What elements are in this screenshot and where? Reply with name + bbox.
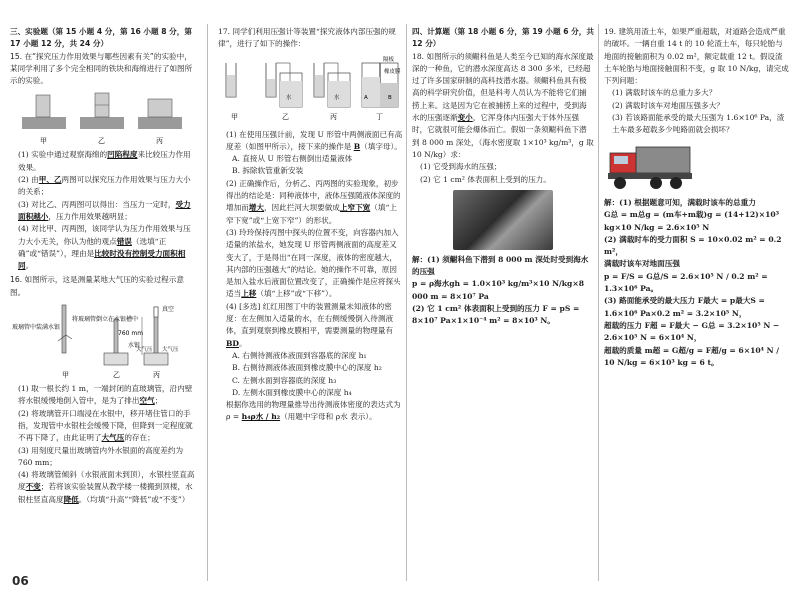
fig-label: 丙 — [330, 112, 337, 121]
section-title: 三、实验题（第 15 小题 4 分，第 16 小题 8 分，第 17 小题 12 分，共 24 分） — [10, 27, 192, 49]
q19-s2b: 满载时该车对地面压强 — [604, 259, 680, 269]
q19-s1-formula: G总 = m总g = (m车+m载)g = (14+12)×10³ kg×10 N/kg = 2.6×10⁵ N — [604, 210, 780, 232]
section-title: 四、计算题（第 18 小题 6 分，第 19 小题 6 分，共 12 分） — [412, 27, 594, 49]
dump-truck-picture — [604, 137, 694, 193]
sponge-block-diagram — [10, 89, 196, 147]
column-2 — [218, 26, 404, 424]
q17-figure — [218, 53, 404, 127]
column-divider — [207, 24, 208, 581]
q16-a2: (2) 将玻璃管开口端浸在水银中，移开堵住管口的手指，发现管中水银柱会缓慢下降，但降到一定程度就不再下降了，由此证明了大气压的存在； — [18, 408, 193, 443]
q19-q2: (2) 满载时该车对地面压强多大？ — [612, 100, 724, 110]
fig-label: 乙 — [113, 371, 120, 380]
fig-label: 甲 — [231, 112, 238, 121]
q19-q3: (3) 若该路面能承受的最大压强为 1.6×10⁶ Pa，渣土车最多超载多少吨路面就会损坏？ — [612, 113, 785, 135]
column-4 — [604, 26, 790, 369]
q16-a4: (4) 将玻璃管倾斜（水银液面未到顶），水银柱竖直高度不变；若将该实验装置从教学楼一楼搬到顶楼，水银柱竖直高度降低。（均填“升高”“降低”或“不变”） — [18, 470, 195, 504]
q15-a4: (4) 对比甲、丙两图，该同学认为压力作用效果与压力大小无关，你认为他的观点错误（选填“正确”或“错误”），理由是比较时没有控制受力面积相同。 — [18, 224, 191, 271]
q19-s3b: 超载的压力 F超 = F最大 − G总 = 3.2×10⁵ N − 2.6×10⁵ N = 6×10⁴ N， — [604, 320, 780, 343]
fig-label: 乙 — [98, 137, 105, 146]
fig-label: 丁 — [376, 112, 383, 121]
q16-stem: 16. 如图所示，这是测量某地大气压的实验过程示意图。 — [10, 275, 184, 297]
q17-a4-optC: C. 左侧水面到容器底的深度 h₃ — [232, 375, 337, 385]
fig-label: 760 mm — [118, 330, 144, 338]
fig-label: 橡皮膜 — [384, 68, 401, 75]
q16-figure — [10, 301, 196, 381]
fig-label: 甲 — [62, 371, 69, 380]
q17-a4-optD: D. 左侧水面到橡皮膜中心的深度 h₄ — [232, 387, 352, 397]
fig-label: 隔板 — [383, 56, 395, 63]
q19-s2-formula: p = F/S = G总/S = 2.6×10⁵ N / 0.2 m² = 1.3×10⁶ Pa。 — [604, 271, 768, 294]
fig-label: 将玻璃管倒立在水银槽中 — [72, 316, 139, 324]
q18-s2: (2) 它 1 cm² 体表面积上受到的压力 F = pS = 8×10⁷ Pa×1×10⁻⁴ m² = 8×10³ N。 — [412, 304, 580, 326]
q17-a4-optA: A. 右侧待测液体液面到容器底的深度 h₁ — [232, 350, 367, 360]
q15-a2: (2) 由甲、乙两图可以探究压力作用效果与压力大小的关系； — [18, 175, 191, 197]
pressure-gauge-diagram — [218, 53, 404, 127]
fig-label: B — [388, 94, 392, 101]
q17-a1: (1) 在使用压强计前，发现 U 形管中两侧液面已有高度差（如图甲所示），接下来的操作是 B（填字母）。 — [226, 129, 403, 151]
q18-s1: 解：(1) 须鳚科鱼下潜到 8 000 m 深处时受到海水的压强 — [412, 254, 589, 277]
q18-q1: (1) 它受到海水的压强； — [420, 162, 502, 172]
q17-stem: 17. 同学们利用压强计等装置“探究液体内部压强的规律”，进行了如下的操作： — [218, 27, 396, 49]
fig-label: 玻璃管中装满水银 — [12, 324, 61, 332]
fig-label: 丙 — [153, 371, 160, 380]
q17-a2: (2) 正确操作后，分析乙、丙两图的实验现象，初步得出的结论是：同种液体中，液体压强随液体深度的增加而增大，因此拦河大坝要做成上窄下宽（填“上窄下宽”或“上宽下窄”）的形状。 — [226, 178, 401, 225]
fig-label: 乙 — [282, 112, 289, 121]
q19-s3c: 超载的质量 m超 = G超/g = F超/g = 6×10⁴ N / 10 N/kg = 6×10³ kg = 6 t。 — [604, 345, 779, 367]
column-divider — [598, 24, 599, 581]
fig-label: 大气压 — [136, 347, 153, 354]
q15-a3: (3) 对比乙、丙两图可以得出：当压力一定时，受力面积越小，压力作用效果越明显； — [18, 199, 191, 221]
q15-stem: 15. 在“探究压力作用效果与哪些因素有关”的实验中，某同学利用了多个完全相同的铁块和海绵进行了如图所示的实验。 — [10, 51, 193, 86]
q18-q2: (2) 它 1 cm² 体表面积上受到的压力。 — [420, 174, 551, 184]
q19-stem: 19. 建筑用渣土车，如果严重超载，对道路会造成严重的破坏。一辆自重 14 t 的 10 轮渣土车，每只轮胎与地面的接触面积为 0.02 m²，额定载重 12 t。假设渣土车轮胎与地面接触面积不变，g 取 10 N/kg，请完成下列问题： — [604, 27, 789, 86]
column-divider — [406, 24, 407, 581]
q17-a1-optA: A. 直接从 U 形管右侧倒出适量液体 — [232, 154, 353, 164]
fig-label: 甲 — [40, 137, 47, 146]
q17-a1-optB: B. 拆除软管重新安装 — [232, 166, 304, 176]
column-1 — [10, 26, 196, 506]
q18-stem: 18. 如图所示的须鳚科鱼是人类至今已知的海水深度最深的一种鱼，它的潜水深度高达 8 300 多米，已经超过了许多国家研制的高科技潜水器。须鳚科鱼具有极高的科学研究价值，但是科考人员认为不能将它们捕捞上来。这是因为它在被捕捞上来的过程中，受到海水的压强逐渐变小，它浑身体内压强大于体外压强时，它就很可能会爆体而亡。假如一条须鳚科鱼下潜到 8 000 m 深处，（海水密度取 1×10³ kg/m³，g 取 10 N/kg）求： — [412, 51, 594, 159]
q16-a3: (3) 用刻度尺量出玻璃管内外水银面的高度差约为 760 mm； — [18, 445, 184, 467]
page-number: 06 — [12, 573, 29, 588]
fig-label: 水 — [334, 94, 340, 101]
q17-a3: (3) 玲玲保持丙图中探头的位置不变，向容器内加入适量的浓盐水，她发现 U 形管两侧液面的高度差又变大了，于是得出“在同一深度，液体的密度越大，其内部的压强越大”的结论。她的操作不可靠，原因是加入盐水后液面位置改变了，正确操作是应将探头适当上移（填“上移”或“下移”）。 — [226, 227, 401, 299]
fig-label: A — [364, 94, 368, 101]
q16-a1: (1) 取一根长约 1 m，一端封闭的直玻璃管，沿内壁将水银缓慢地倒入管中，是为了排出空气； — [18, 384, 193, 406]
q17-a4-optB: B. 右侧待测液体液面到橡皮膜中心的深度 h₂ — [232, 363, 382, 373]
column-3 — [412, 26, 594, 328]
fig-label: 水 — [286, 94, 292, 101]
q19-s2: (2) 满载时车的受力面积 S = 10×0.02 m² = 0.2 m²， — [604, 234, 782, 257]
fig-label: 真空 — [162, 306, 175, 314]
q17-a4-tail: 根据你选用的物理量推导出待测液体密度的表达式为 ρ = h₄ρ水 / h₂（用题中字母和 ρ水 表示）。 — [226, 400, 401, 422]
fig-label: 水银 — [128, 342, 141, 350]
torricelli-diagram — [10, 301, 196, 381]
q19-s3: (3) 路面能承受的最大压力 F最大 = p最大S = 1.6×10⁶ Pa×0.2 m² = 3.2×10⁵ N， — [604, 296, 765, 318]
fig-label: 丙 — [156, 137, 163, 146]
q19-q1: (1) 满载时该车的总重力多大？ — [612, 88, 717, 98]
q17-a4: (4) [多选] 红红用图丁中的装置测量未知液体的密度：在左侧加入适量的水，在右侧缓慢倒入待测液体，直到观察到橡皮膜相平，需要测量的物理量有BD。 — [226, 301, 394, 348]
q19-s-intro: 解：(1) 根据题意可知，满载时该车的总重力 — [604, 197, 756, 207]
q18-s1-formula: p = ρ海水gh = 1.0×10³ kg/m³×10 N/kg×8 000 m = 8×10⁷ Pa — [412, 279, 585, 301]
fish-photo — [453, 190, 553, 250]
q15-a1: (1) 实验中通过观察海绵的凹陷程度来比较压力作用效果。 — [18, 150, 191, 172]
fig-label: 大气压 — [162, 347, 179, 354]
q15-figure — [10, 89, 196, 147]
